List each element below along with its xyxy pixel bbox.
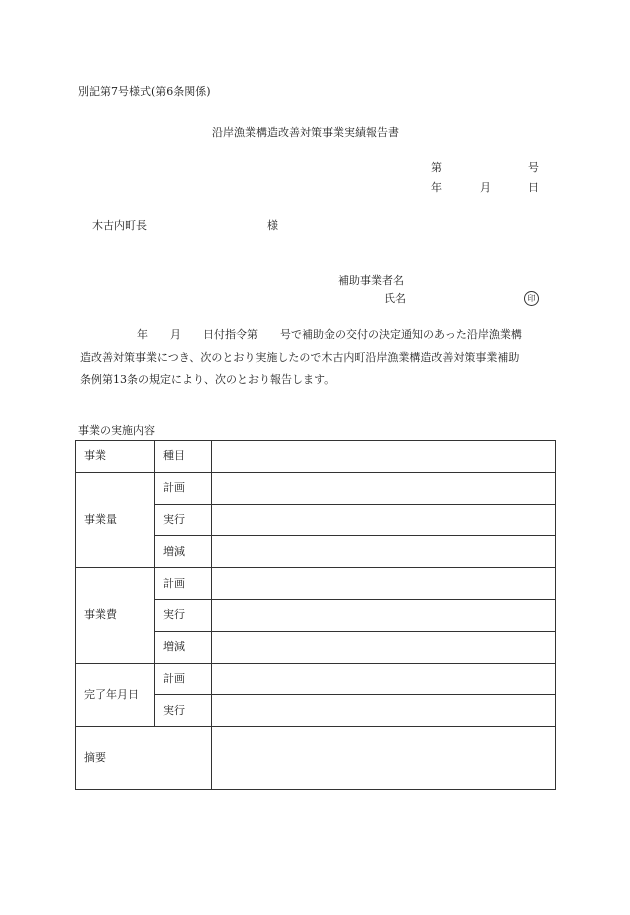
row-label-kanryou: 完了年月日 [76,663,155,727]
addressee-honorific: 様 [267,219,278,232]
table-row [76,727,556,790]
header-shumoku: 種目 [155,441,212,473]
sub-label-plan: 計画 [155,663,212,695]
business-name-label: 補助事業者名 [338,274,404,287]
sub-label-change: 増減 [155,631,212,663]
body-line-2: 造改善対策事業につき、次のとおり実施したので木古内町沿岸漁業構造改善対策事業補助 [80,350,520,364]
tekiyou-value [212,727,556,790]
implementation-table [75,440,556,790]
sub-label-change: 増減 [155,536,212,568]
table-row [76,472,556,504]
jigyouryou-change-value [212,536,556,568]
ref-dai: 第 [431,161,442,174]
date-year-label: 年 [431,181,442,194]
sub-label-plan: 計画 [155,568,212,600]
body-line-1: 年 月 日付指令第 号で補助金の交付の決定通知のあった沿岸漁業構 [137,328,522,341]
seal-mark: 印 [524,291,539,306]
table-caption: 事業の実施内容 [78,424,155,437]
row-label-jigyouhi: 事業費 [76,568,155,663]
sub-label-actual: 実行 [155,504,212,536]
sub-label-actual: 実行 [155,695,212,727]
sub-label-plan: 計画 [155,472,212,504]
date-day-label: 日 [528,181,539,194]
row-label-tekiyou: 摘要 [76,727,212,790]
kanryou-actual-value [212,695,556,727]
jigyouryou-actual-value [212,504,556,536]
body-line-3: 条例第13条の規定により、次のとおり報告します。 [80,373,336,386]
table-row [76,441,556,473]
body-paragraph [80,324,562,392]
form-number: 別記第7号様式(第6条関係) [78,85,211,98]
document-title: 沿岸漁業構造改善対策事業実績報告書 [212,126,399,139]
jigyouryou-plan-value [212,472,556,504]
sub-label-actual: 実行 [155,599,212,631]
applicant-name-label: 氏名 [384,292,406,305]
row-label-jigyouryou: 事業量 [76,472,155,567]
addressee-name: 木古内町長 [92,219,147,232]
ref-gou: 号 [528,161,539,174]
kanryou-plan-value [212,663,556,695]
jigyouhi-change-value [212,631,556,663]
jigyouhi-plan-value [212,568,556,600]
jigyouhi-actual-value [212,599,556,631]
shumoku-value [212,441,556,473]
table-row [76,663,556,695]
date-month-label: 月 [480,181,491,194]
table-row [76,568,556,600]
header-jigyou: 事業 [76,441,155,473]
